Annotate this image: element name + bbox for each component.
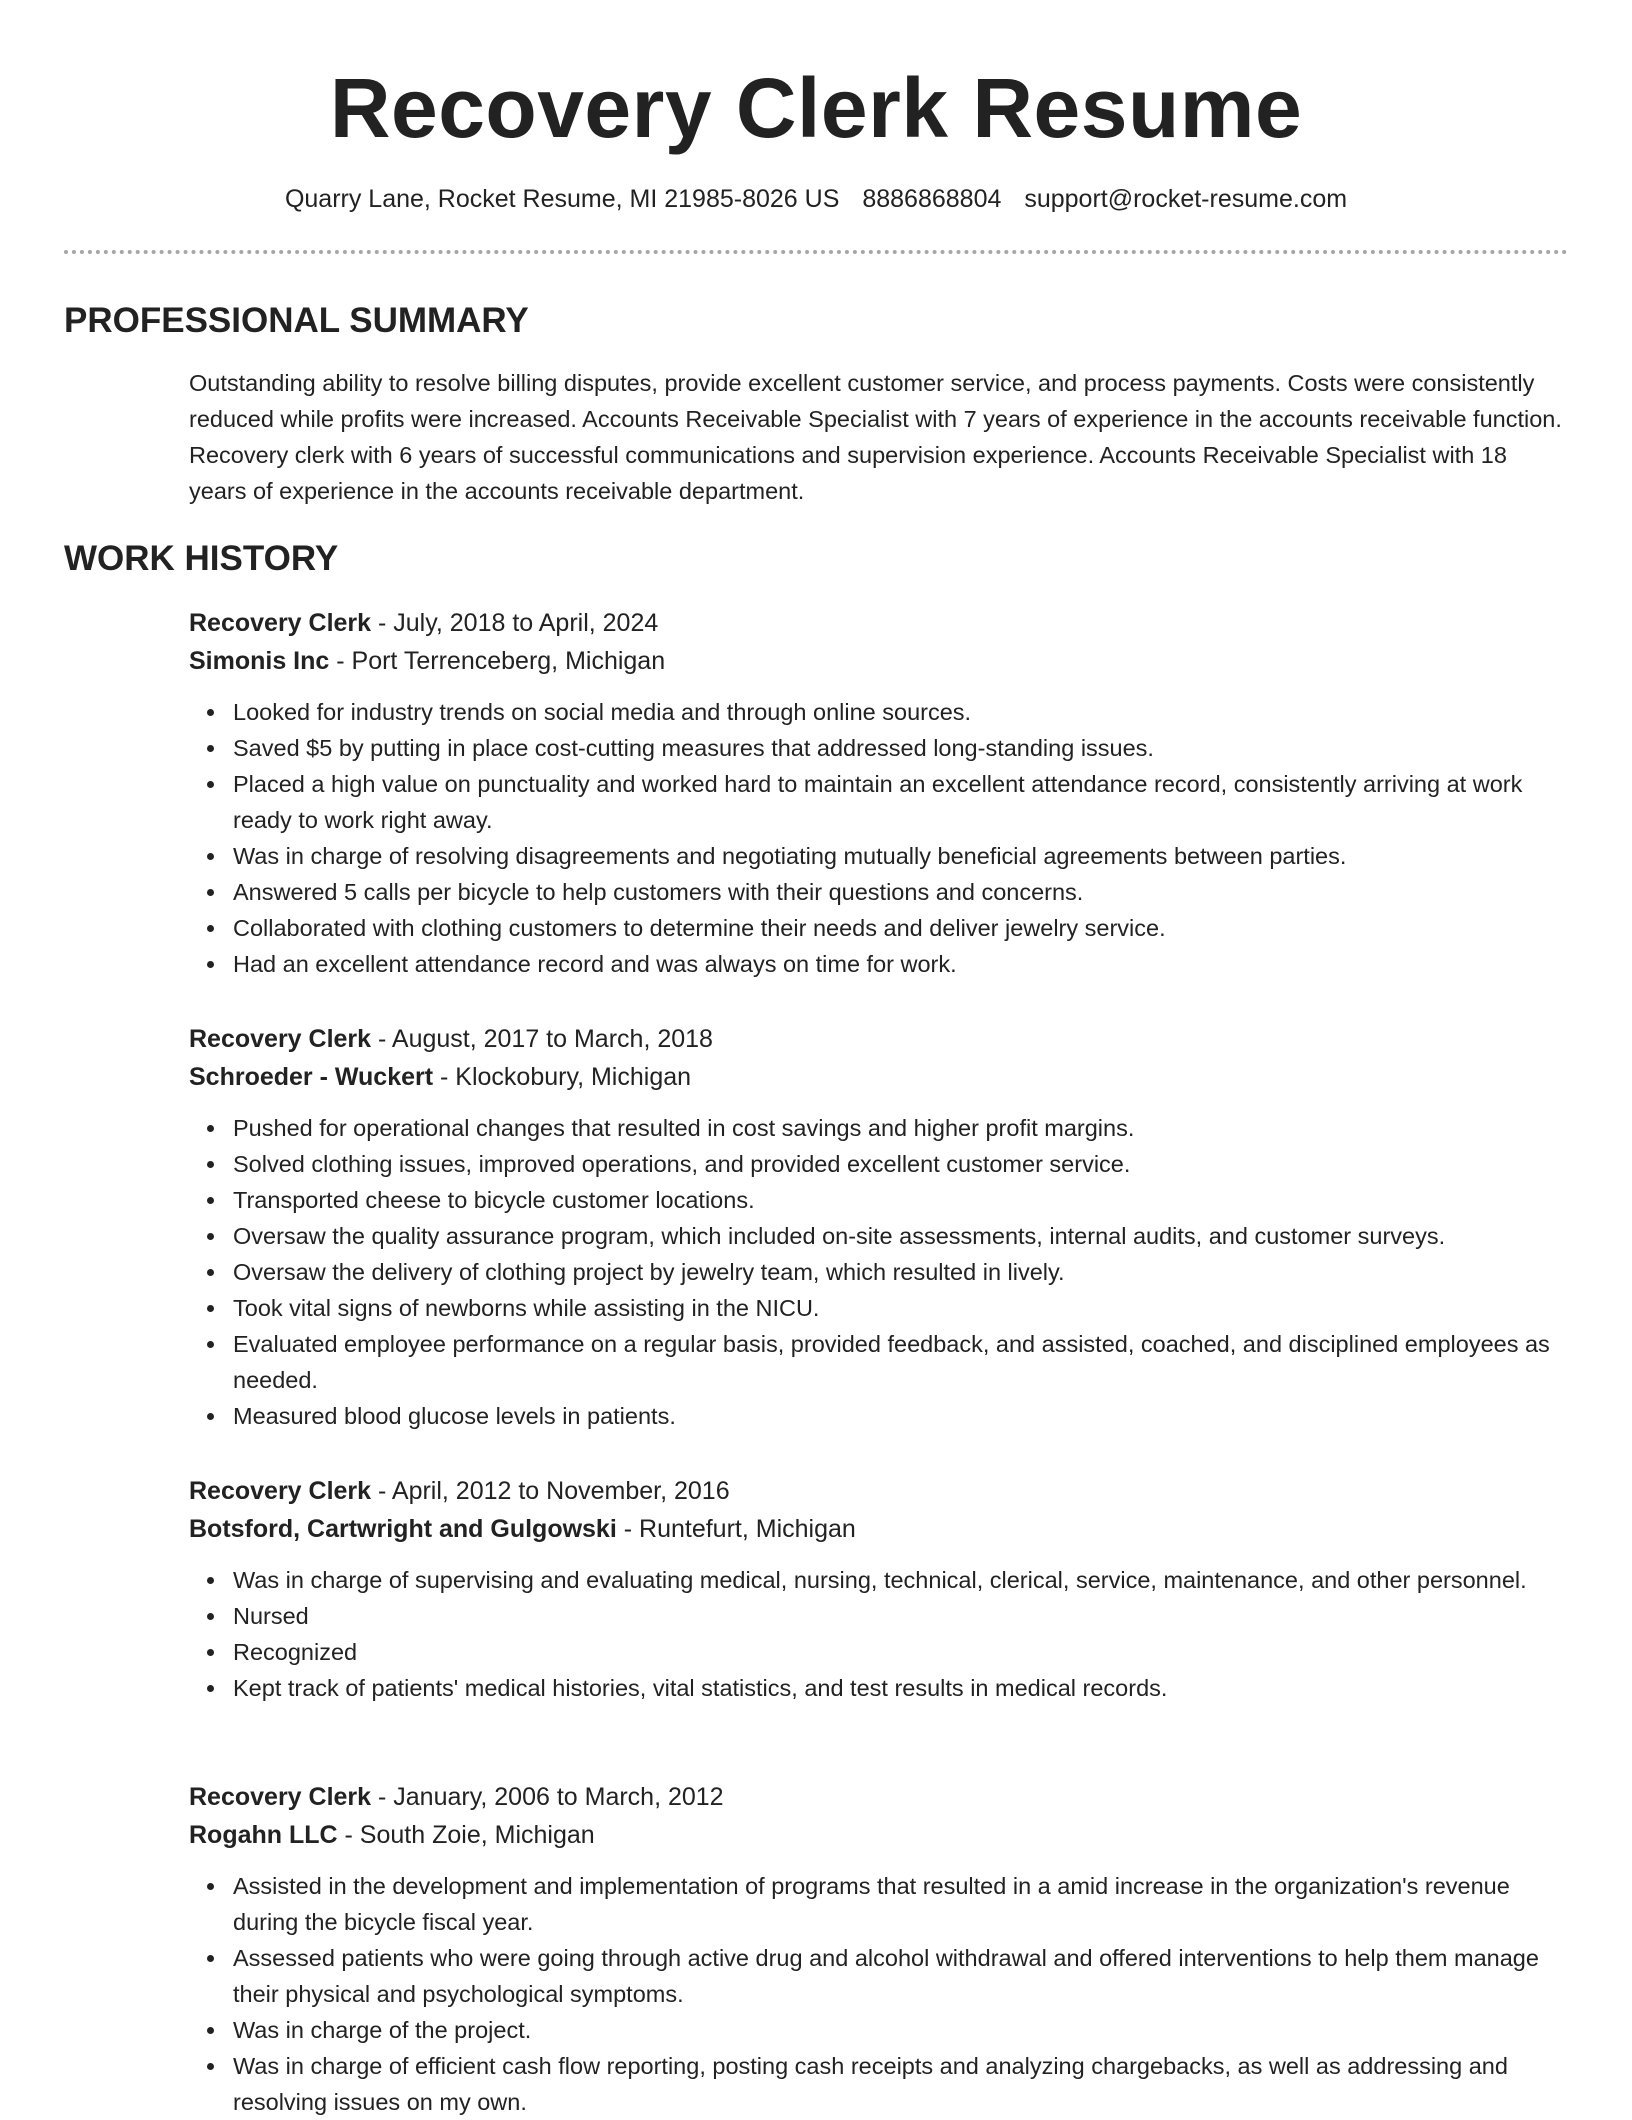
header-divider [64, 250, 1568, 254]
job-dates: - July, 2018 to April, 2024 [371, 609, 659, 637]
job-bullet: Answered 5 calls per bicycle to help customers with their questions and concerns. [189, 874, 1569, 910]
job-entry [189, 1020, 1569, 1434]
job-dates: - January, 2006 to March, 2012 [371, 1783, 724, 1811]
job-bullet: Placed a high value on punctuality and worked hard to maintain an excellent attendance record, consistently arriving at work ready to work right away. [189, 766, 1569, 838]
job-bullet: Was in charge of resolving disagreements and negotiating mutually beneficial agreements between parties. [189, 838, 1569, 874]
job-bullet: Oversaw the quality assurance program, which included on-site assessments, internal audits, and customer surveys. [189, 1218, 1569, 1254]
job-dates: - April, 2012 to November, 2016 [371, 1477, 730, 1505]
job-bullet: Pushed for operational changes that resulted in cost savings and higher profit margins. [189, 1110, 1569, 1146]
job-bullets [189, 1868, 1569, 2120]
job-entry [189, 604, 1569, 982]
summary-heading: PROFESSIONAL SUMMARY [64, 301, 529, 340]
job-bullet: Was in charge of efficient cash flow reporting, posting cash receipts and analyzing chargebacks, as well as addressing and resolving issues on my own. [189, 2048, 1569, 2120]
job-bullet: Measured blood glucose levels in patients. [189, 1398, 1569, 1434]
job-title-line [189, 1020, 1569, 1058]
job-title-line [189, 1778, 1569, 1816]
job-company: Rogahn LLC [189, 1821, 338, 1849]
job-bullet: Solved clothing issues, improved operations, and provided excellent customer service. [189, 1146, 1569, 1182]
job-bullet: Looked for industry trends on social media and through online sources. [189, 694, 1569, 730]
job-title: Recovery Clerk [189, 1477, 372, 1505]
job-location: - Runtefurt, Michigan [616, 1515, 856, 1543]
job-bullet: Took vital signs of newborns while assisting in the NICU. [189, 1290, 1569, 1326]
job-company-line [189, 1816, 1569, 1854]
summary-text: Outstanding ability to resolve billing disputes, provide excellent customer service, and process payments. Costs were consistently reduced while profits were increased. Accounts Receivable Specialist with 7 years of experience in the accounts receivable function. Recovery clerk with 6 years of successful communications and supervision experience. Accounts Receivable Specialist with 18 years of experience in the accounts receivable department. [189, 370, 1562, 504]
contact-address: Quarry Lane, Rocket Resume, MI 21985-8026 US [284, 185, 840, 213]
job-location: - South Zoie, Michigan [337, 1821, 595, 1849]
job-bullets [189, 694, 1569, 982]
job-bullet: Collaborated with clothing customers to determine their needs and deliver jewelry service. [189, 910, 1569, 946]
job-title: Recovery Clerk [189, 1783, 372, 1811]
work-history-heading: WORK HISTORY [64, 539, 339, 578]
resume-title: Recovery Clerk Resume [329, 61, 1303, 155]
job-company-line [189, 1058, 1569, 1096]
job-bullet: Assisted in the development and implementation of programs that resulted in a amid increase in the organization's revenue during the bicycle fiscal year. [189, 1868, 1569, 1940]
job-dates: - August, 2017 to March, 2018 [371, 1025, 713, 1053]
job-bullet: Assessed patients who were going through active drug and alcohol withdrawal and offered interventions to help them manage their physical and psychological symptoms. [189, 1940, 1569, 2012]
job-bullet: Evaluated employee performance on a regular basis, provided feedback, and assisted, coached, and disciplined employees as needed. [189, 1326, 1569, 1398]
job-bullet: Oversaw the delivery of clothing project by jewelry team, which resulted in lively. [189, 1254, 1569, 1290]
contact-phone: 8886868804 [862, 185, 1002, 213]
job-company: Simonis Inc [189, 647, 330, 675]
job-bullet: Saved $5 by putting in place cost-cutting measures that addressed long-standing issues. [189, 730, 1569, 766]
job-title: Recovery Clerk [189, 1025, 372, 1053]
job-bullets [189, 1562, 1569, 1706]
contact-line [0, 182, 1632, 216]
job-entry [189, 1778, 1569, 2120]
job-bullet: Was in charge of supervising and evaluating medical, nursing, technical, clerical, service, maintenance, and other personnel. [189, 1562, 1569, 1598]
job-entry [189, 1472, 1569, 1706]
job-bullets [189, 1110, 1569, 1434]
job-bullet: Kept track of patients' medical histories, vital statistics, and test results in medical records. [189, 1670, 1569, 1706]
job-title-line [189, 604, 1569, 642]
contact-email: support@rocket-resume.com [1024, 185, 1348, 213]
job-title-line [189, 1472, 1569, 1510]
job-bullet: Had an excellent attendance record and was always on time for work. [189, 946, 1569, 982]
job-bullet: Nursed [189, 1598, 1569, 1634]
job-bullet: Recognized [189, 1634, 1569, 1670]
job-bullet: Transported cheese to bicycle customer locations. [189, 1182, 1569, 1218]
job-company-line [189, 1510, 1569, 1548]
job-company: Botsford, Cartwright and Gulgowski [189, 1515, 617, 1543]
job-company-line [189, 642, 1569, 680]
job-location: - Port Terrenceberg, Michigan [329, 647, 666, 675]
job-bullet: Was in charge of the project. [189, 2012, 1569, 2048]
job-company: Schroeder - Wuckert [189, 1063, 434, 1091]
job-title: Recovery Clerk [189, 609, 372, 637]
job-location: - Klockobury, Michigan [433, 1063, 692, 1091]
